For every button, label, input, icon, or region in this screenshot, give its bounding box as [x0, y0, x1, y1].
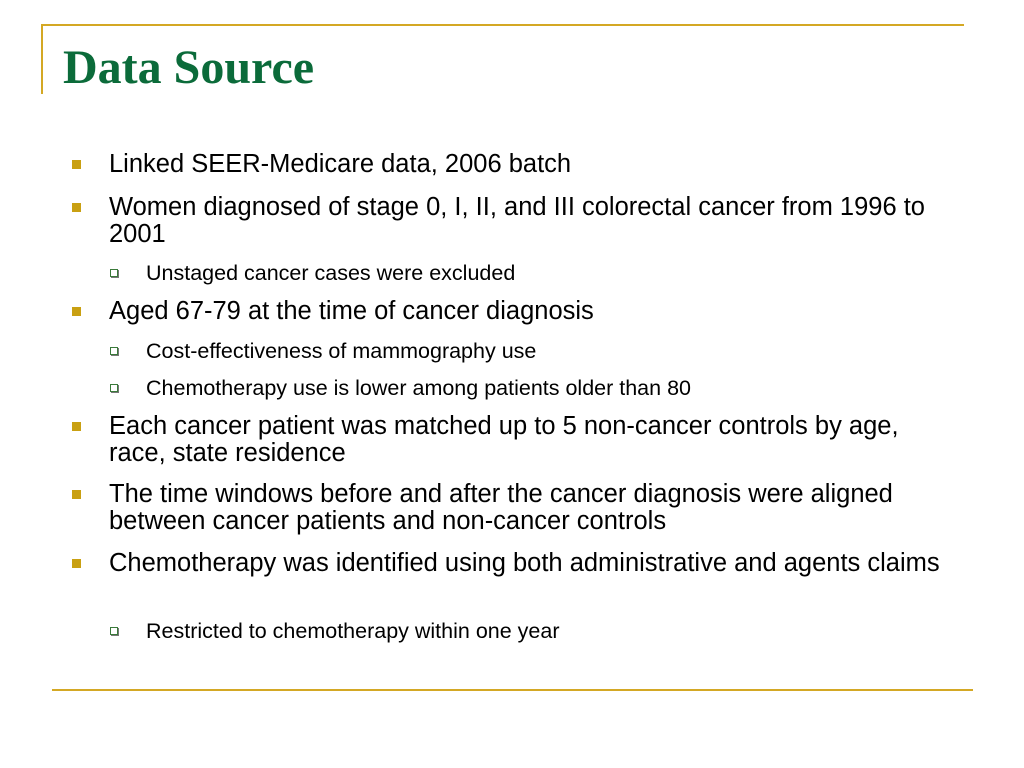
bullet-item	[109, 151, 969, 178]
bullet-text: Women diagnosed of stage 0, I, II, and III colorectal cancer from 1996 to 2001	[109, 193, 925, 248]
bullet-text: Unstaged cancer cases were excluded	[146, 261, 516, 285]
hollow-square-bullet-icon	[110, 347, 118, 355]
square-bullet-icon	[72, 160, 81, 169]
left-rule	[41, 24, 43, 94]
bullet-item	[109, 413, 939, 467]
bullet-text: The time windows before and after the cancer diagnosis were aligned between cancer patients and non-cancer controls	[109, 480, 893, 535]
bullet-item	[109, 194, 939, 248]
square-bullet-icon	[72, 203, 81, 212]
square-bullet-icon	[72, 490, 81, 499]
bullet-item	[109, 298, 969, 325]
bullet-text: Aged 67-79 at the time of cancer diagnosis	[109, 297, 594, 325]
sub-bullet-item	[146, 338, 966, 365]
bottom-rule	[52, 689, 973, 691]
top-rule	[42, 24, 964, 26]
slide-title: Data Source	[63, 41, 315, 94]
hollow-square-bullet-icon	[110, 269, 118, 277]
bullet-text: Cost-effectiveness of mammography use	[146, 339, 537, 363]
bullet-text: Chemotherapy was identified using both administrative and agents claims	[109, 549, 940, 577]
bullet-text: Chemotherapy use is lower among patients older than 80	[146, 376, 691, 400]
bullet-item	[109, 481, 909, 535]
hollow-square-bullet-icon	[110, 384, 118, 392]
square-bullet-icon	[72, 559, 81, 568]
hollow-square-bullet-icon	[110, 627, 118, 635]
bullet-text: Restricted to chemotherapy within one year	[146, 619, 560, 643]
sub-bullet-item	[146, 375, 966, 402]
bullet-text: Linked SEER-Medicare data, 2006 batch	[109, 150, 572, 178]
bullet-text: Each cancer patient was matched up to 5 non-cancer controls by age, race, state residence	[109, 412, 899, 467]
square-bullet-icon	[72, 422, 81, 431]
sub-bullet-item	[146, 618, 966, 645]
sub-bullet-item	[146, 260, 966, 287]
bullet-item	[109, 550, 959, 577]
square-bullet-icon	[72, 307, 81, 316]
